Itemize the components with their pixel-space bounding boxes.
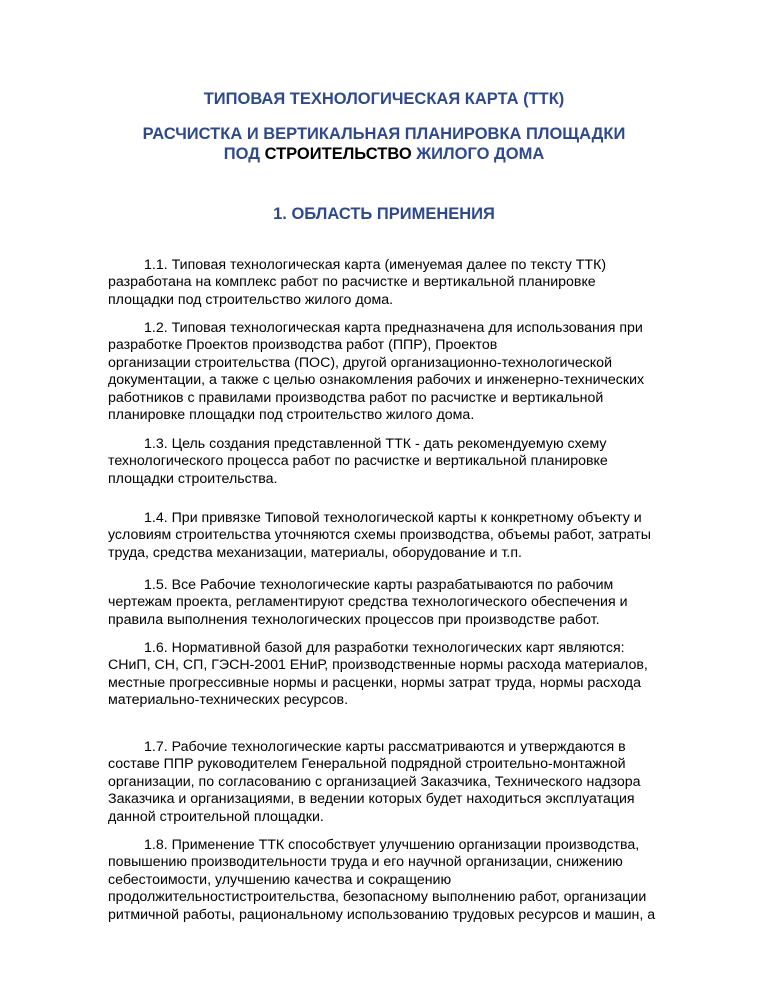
paragraph-line: разработана на комплекс работ по расчистке и вертикальной планировке	[108, 274, 596, 291]
paragraph-line: себестоимости, улучшению качества и сокращению	[108, 871, 452, 888]
paragraph-line: 1.7. Рабочие технологические карты рассматриваются и утверждаются в	[144, 739, 626, 755]
paragraph-line: документации, а также с целью ознакомления рабочих и инженерно-технических	[108, 372, 645, 389]
paragraph-line: СНиП, СН, СП, ГЭСН-2001 ЕНиР, производственные нормы расхода материалов,	[108, 657, 648, 674]
paragraph-1-7	[108, 739, 728, 826]
paragraph-1-1	[108, 257, 728, 309]
paragraph-line: работников с правилами производства работ по расчистке и вертикальной	[108, 389, 604, 406]
paragraph-line: данной строительной площадки.	[108, 808, 324, 825]
document-title-line-1: РАСЧИСТКА И ВЕРТИКАЛЬНАЯ ПЛАНИРОВКА ПЛОЩАДКИ	[142, 125, 626, 143]
paragraph-1-6	[108, 640, 728, 710]
paragraph-1-8	[108, 837, 728, 924]
document-title-line-2	[0, 144, 768, 164]
paragraph-1-4	[108, 510, 728, 562]
paragraph-line: материально-технических ресурсов.	[108, 692, 349, 709]
paragraph-line: труда, средства механизации, материалы, оборудование и т.п.	[108, 544, 522, 561]
paragraph-line: 1.1. Типовая технологическая карта (именуемая далее по тексту ТТК)	[144, 257, 607, 273]
document-type-title: ТИПОВАЯ ТЕХНОЛОГИЧЕСКАЯ КАРТА (ТТК)	[203, 90, 565, 108]
paragraph-line: планировке площадки под строительство жилого дома.	[108, 407, 475, 424]
paragraph-line: 1.6. Нормативной базой для разработки технологических карт являются:	[144, 640, 625, 656]
paragraph-line: технологического процесса работ по расчистке и вертикальной планировке	[108, 453, 608, 470]
paragraph-line: чертежам проекта, регламентируют средства технологического обеспечения и	[108, 594, 628, 611]
paragraph-line: организации, по согласованию с организацией Заказчика, Технического надзора	[108, 773, 641, 790]
paragraph-line: ритмичной работы, рациональному использованию трудовых ресурсов и машин, а	[108, 906, 656, 923]
paragraph-line: площадки строительства.	[108, 470, 278, 487]
paragraph-line: 1.3. Цель создания представленной ТТК - дать рекомендуемую схему	[144, 436, 607, 452]
paragraph-line: условиям строительства уточняются схемы производства, объемы работ, затраты	[108, 527, 651, 544]
paragraph-1-2	[108, 320, 728, 424]
paragraph-line: 1.4. При привязке Типовой технологической карты к конкретному объекту и	[144, 510, 642, 526]
paragraph-line: 1.2. Типовая технологическая карта предназначена для использования при	[144, 320, 643, 336]
paragraph-1-5	[108, 577, 728, 629]
paragraph-line: составе ППР руководителем Генеральной подрядной строительно-монтажной	[108, 756, 626, 773]
paragraph-line: Заказчика и организациями, в ведении которых будет находиться эксплуатация	[108, 791, 635, 808]
paragraph-line: продолжительностистроительства, безопасному выполнению работ, организации	[108, 889, 647, 906]
paragraph-line: 1.5. Все Рабочие технологические карты разрабатываются по рабочим	[144, 577, 614, 593]
title-part-under: ПОД	[223, 145, 265, 163]
paragraph-line: организации строительства (ПОС), другой организационно-технологической	[108, 354, 612, 371]
paragraph-line: повышению производительности труда и его научной организации, снижению	[108, 854, 623, 871]
paragraph-line: площадки под строительство жилого дома.	[108, 291, 394, 308]
paragraph-line: разработке Проектов производства работ (ППР), Проектов	[108, 337, 498, 354]
paragraph-1-3	[108, 436, 728, 488]
section-heading: 1. ОБЛАСТЬ ПРИМЕНЕНИЯ	[273, 205, 495, 223]
paragraph-line: правила выполнения технологических процессов при производстве работ.	[108, 611, 600, 628]
paragraph-line: местные прогрессивные нормы и расценки, нормы затрат труда, нормы расхода	[108, 674, 641, 691]
title-part-construction: СТРОИТЕЛЬСТВО	[264, 145, 412, 163]
paragraph-line: 1.8. Применение ТТК способствует улучшению организации производства,	[144, 837, 640, 853]
title-part-house: ЖИЛОГО ДОМА	[411, 145, 545, 163]
